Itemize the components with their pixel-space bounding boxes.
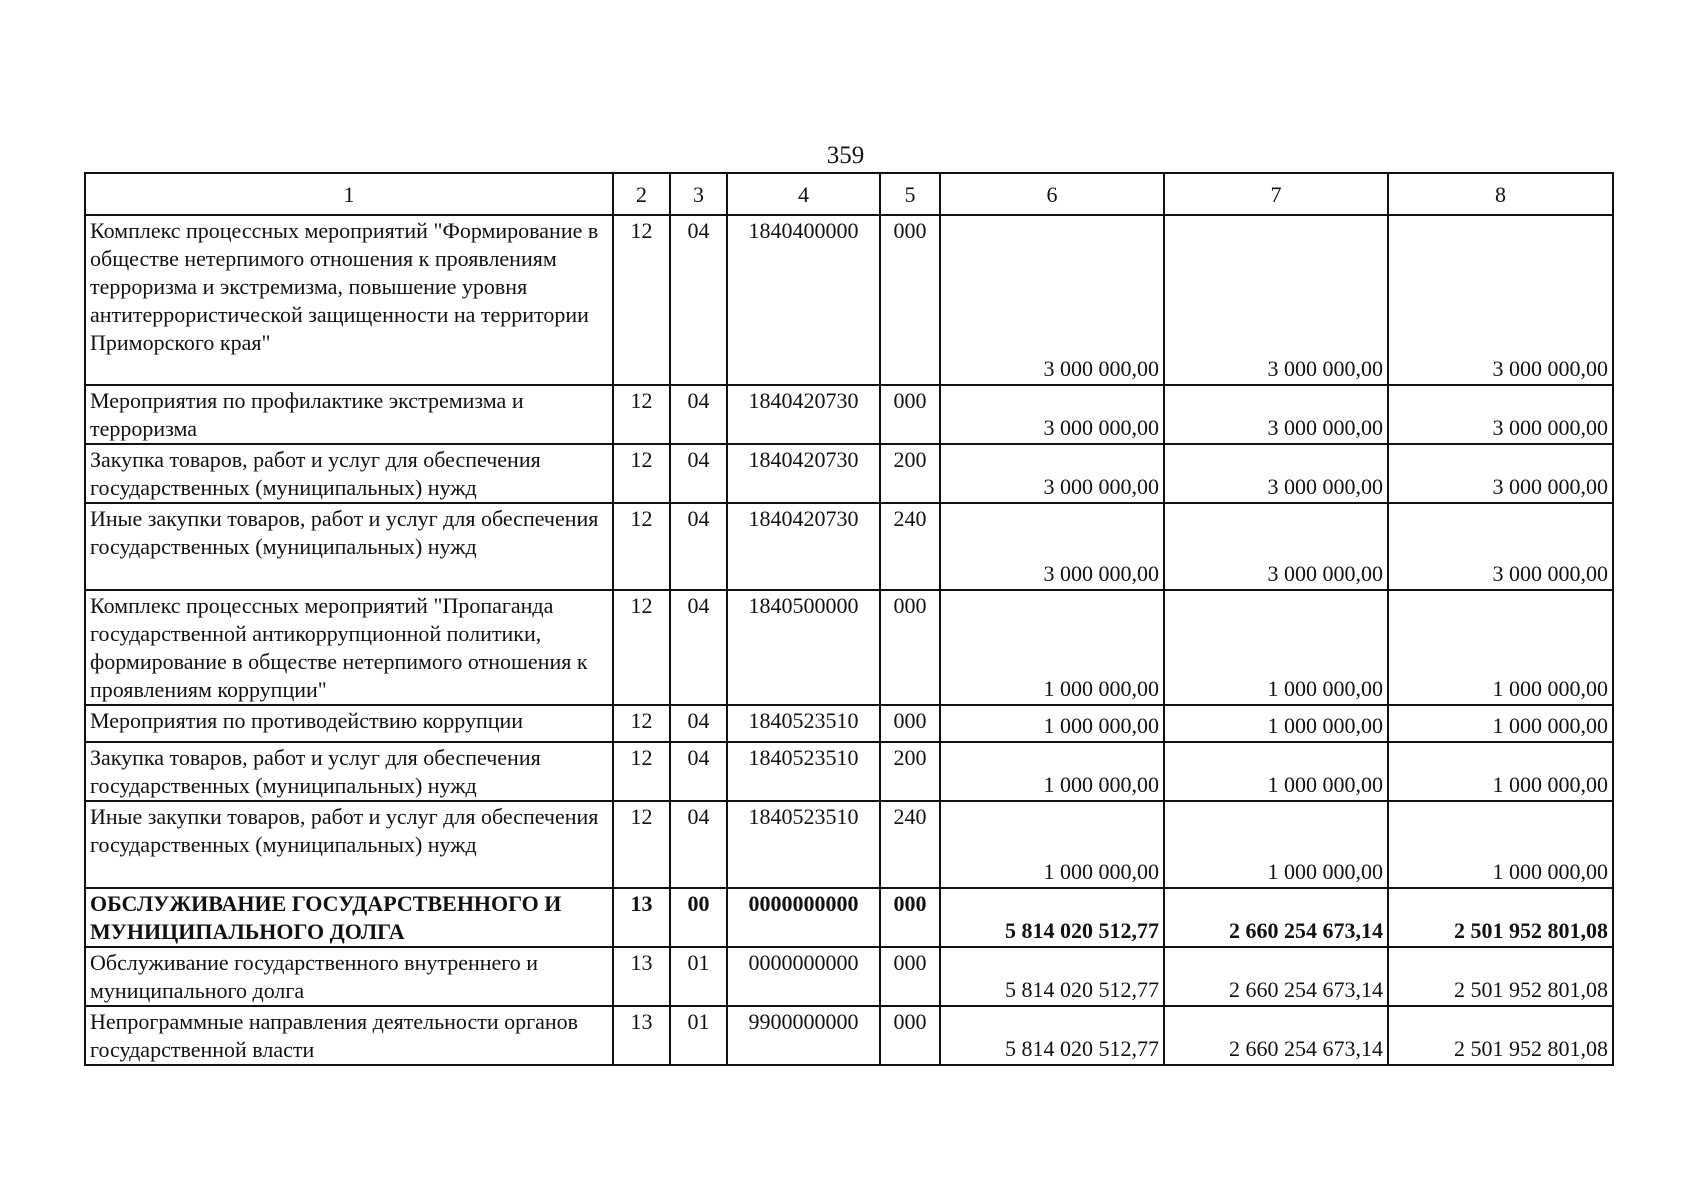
subsection-code: 04 — [670, 590, 727, 705]
amount-col6: 3 000 000,00 — [940, 503, 1164, 590]
amount-col7: 3 000 000,00 — [1164, 444, 1388, 503]
amount-col8: 3 000 000,00 — [1388, 385, 1613, 444]
amount-col6: 5 814 020 512,77 — [940, 888, 1164, 947]
target-article-code: 1840420730 — [727, 444, 880, 503]
row-name: Непрограммные направления деятельности органов государственной власти — [85, 1006, 613, 1065]
row-name: Закупка товаров, работ и услуг для обеспечения государственных (муниципальных) нужд — [85, 444, 613, 503]
amount-col6: 5 814 020 512,77 — [940, 947, 1164, 1006]
amount-col7: 2 660 254 673,14 — [1164, 1006, 1388, 1065]
expense-type-code: 000 — [880, 385, 940, 444]
subsection-code: 04 — [670, 705, 727, 742]
subsection-code: 04 — [670, 503, 727, 590]
header-cell: 6 — [940, 173, 1164, 215]
section-code: 12 — [613, 503, 670, 590]
section-code: 12 — [613, 590, 670, 705]
table-row — [85, 503, 1613, 590]
subsection-code: 01 — [670, 947, 727, 1006]
subsection-code: 04 — [670, 801, 727, 888]
amount-col6: 1 000 000,00 — [940, 801, 1164, 888]
expense-type-code: 000 — [880, 888, 940, 947]
amount-col6: 1 000 000,00 — [940, 590, 1164, 705]
expense-type-code: 000 — [880, 947, 940, 1006]
table-row — [85, 801, 1613, 888]
row-name: Мероприятия по профилактике экстремизма и терроризма — [85, 385, 613, 444]
table-row — [85, 590, 1613, 705]
target-article-code: 1840523510 — [727, 742, 880, 801]
section-code: 13 — [613, 888, 670, 947]
amount-col8: 1 000 000,00 — [1388, 742, 1613, 801]
target-article-code: 1840420730 — [727, 503, 880, 590]
amount-col8: 1 000 000,00 — [1388, 590, 1613, 705]
section-code: 12 — [613, 742, 670, 801]
amount-col8: 2 501 952 801,08 — [1388, 947, 1613, 1006]
target-article-code: 1840500000 — [727, 590, 880, 705]
table-row — [85, 947, 1613, 1006]
amount-col7: 3 000 000,00 — [1164, 503, 1388, 590]
amount-col6: 1 000 000,00 — [940, 742, 1164, 801]
row-name: Иные закупки товаров, работ и услуг для обеспечения государственных (муниципальных) нужд — [85, 503, 613, 590]
amount-col7: 3 000 000,00 — [1164, 385, 1388, 444]
table-row — [85, 705, 1613, 742]
header-cell: 8 — [1388, 173, 1613, 215]
table-row — [85, 444, 1613, 503]
amount-col7: 1 000 000,00 — [1164, 590, 1388, 705]
table-row — [85, 742, 1613, 801]
target-article-code: 1840523510 — [727, 705, 880, 742]
expense-type-code: 200 — [880, 742, 940, 801]
section-code: 13 — [613, 1006, 670, 1065]
row-name: Закупка товаров, работ и услуг для обеспечения государственных (муниципальных) нужд — [85, 742, 613, 801]
amount-col6: 3 000 000,00 — [940, 385, 1164, 444]
expense-type-code: 000 — [880, 590, 940, 705]
subsection-code: 04 — [670, 385, 727, 444]
row-name: Мероприятия по противодействию коррупции — [85, 705, 613, 742]
header-cell: 1 — [85, 173, 613, 215]
row-name: Иные закупки товаров, работ и услуг для обеспечения государственных (муниципальных) нужд — [85, 801, 613, 888]
amount-col8: 2 501 952 801,08 — [1388, 1006, 1613, 1065]
subsection-code: 00 — [670, 888, 727, 947]
header-cell: 4 — [727, 173, 880, 215]
section-code: 12 — [613, 801, 670, 888]
target-article-code: 0000000000 — [727, 888, 880, 947]
amount-col8: 3 000 000,00 — [1388, 215, 1613, 385]
section-code: 12 — [613, 215, 670, 385]
amount-col8: 3 000 000,00 — [1388, 444, 1613, 503]
amount-col7: 1 000 000,00 — [1164, 801, 1388, 888]
section-code: 12 — [613, 385, 670, 444]
subsection-code: 04 — [670, 444, 727, 503]
row-name: Комплекс процессных мероприятий "Пропаганда государственной антикоррупционной политики, формирование в обществе нетерпимого отношения к проявлениям коррупции" — [85, 590, 613, 705]
target-article-code: 9900000000 — [727, 1006, 880, 1065]
header-cell: 7 — [1164, 173, 1388, 215]
expense-type-code: 240 — [880, 801, 940, 888]
section-code: 12 — [613, 444, 670, 503]
target-article-code: 0000000000 — [727, 947, 880, 1006]
row-name: Комплекс процессных мероприятий "Формирование в обществе нетерпимого отношения к проявлениям терроризма и экстремизма, повышение уровня антитеррористической защищенности на территории Приморского края" — [85, 215, 613, 385]
amount-col8: 1 000 000,00 — [1388, 801, 1613, 888]
header-cell: 3 — [670, 173, 727, 215]
amount-col7: 1 000 000,00 — [1164, 705, 1388, 742]
amount-col7: 2 660 254 673,14 — [1164, 888, 1388, 947]
amount-col8: 2 501 952 801,08 — [1388, 888, 1613, 947]
expense-type-code: 240 — [880, 503, 940, 590]
table-row — [85, 888, 1613, 947]
header-cell: 2 — [613, 173, 670, 215]
subsection-code: 01 — [670, 1006, 727, 1065]
amount-col6: 5 814 020 512,77 — [940, 1006, 1164, 1065]
amount-col6: 3 000 000,00 — [940, 215, 1164, 385]
target-article-code: 1840400000 — [727, 215, 880, 385]
expense-type-code: 200 — [880, 444, 940, 503]
section-code: 13 — [613, 947, 670, 1006]
table-row — [85, 1006, 1613, 1065]
subsection-code: 04 — [670, 742, 727, 801]
subsection-code: 04 — [670, 215, 727, 385]
page-number: 359 — [826, 142, 865, 169]
target-article-code: 1840523510 — [727, 801, 880, 888]
expense-type-code: 000 — [880, 1006, 940, 1065]
amount-col7: 2 660 254 673,14 — [1164, 947, 1388, 1006]
target-article-code: 1840420730 — [727, 385, 880, 444]
header-cell: 5 — [880, 173, 940, 215]
amount-col7: 3 000 000,00 — [1164, 215, 1388, 385]
expense-type-code: 000 — [880, 215, 940, 385]
amount-col6: 3 000 000,00 — [940, 444, 1164, 503]
expense-type-code: 000 — [880, 705, 940, 742]
row-name: ОБСЛУЖИВАНИЕ ГОСУДАРСТВЕННОГО И МУНИЦИПАЛЬНОГО ДОЛГА — [85, 888, 613, 947]
budget-table — [84, 172, 1614, 1066]
table-row — [85, 385, 1613, 444]
amount-col8: 1 000 000,00 — [1388, 705, 1613, 742]
table-row — [85, 215, 1613, 385]
row-name: Обслуживание государственного внутреннего и муниципального долга — [85, 947, 613, 1006]
amount-col8: 3 000 000,00 — [1388, 503, 1613, 590]
amount-col6: 1 000 000,00 — [940, 705, 1164, 742]
amount-col7: 1 000 000,00 — [1164, 742, 1388, 801]
section-code: 12 — [613, 705, 670, 742]
header-row — [85, 173, 1613, 215]
